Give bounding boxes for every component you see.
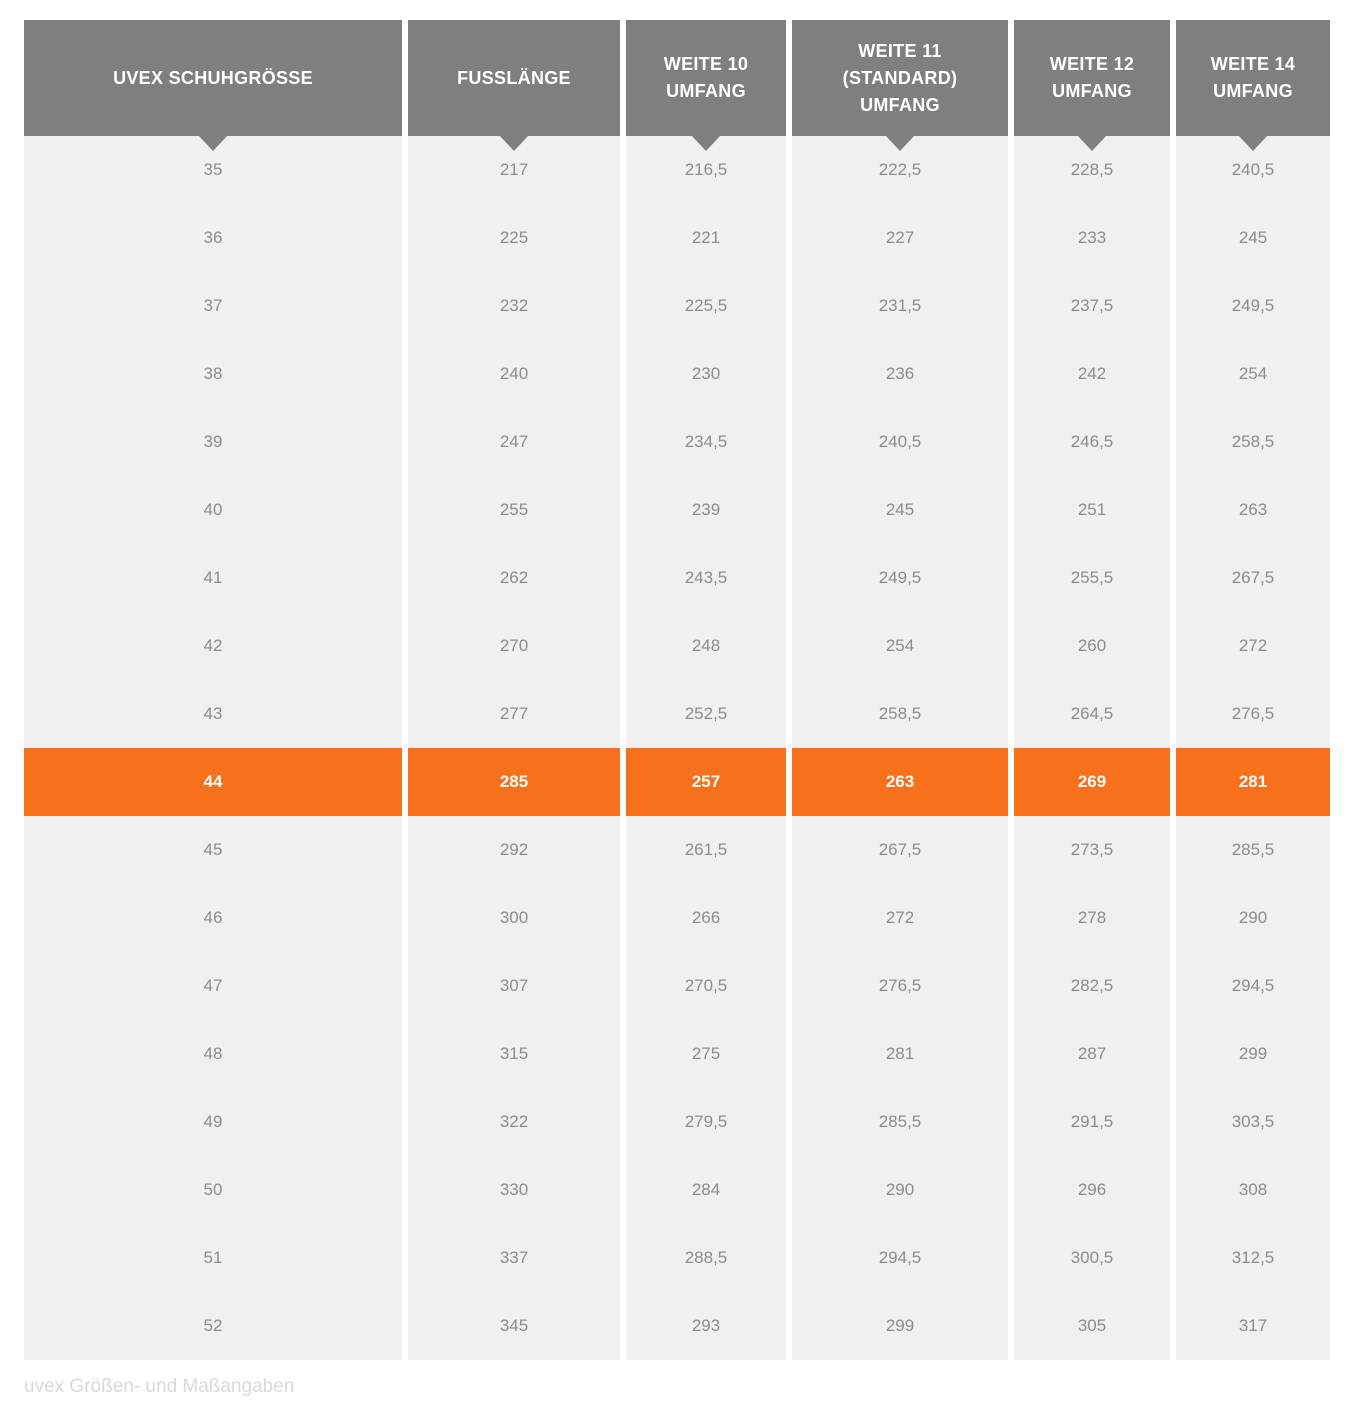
cell: 293 [626,1292,786,1360]
cell: 317 [1176,1292,1330,1360]
cell: 300,5 [1014,1224,1170,1292]
column-header-line: UVEX SCHUHGRÖSSE [113,67,313,88]
cell: 284 [626,1156,786,1224]
table-row[interactable] [24,680,1330,748]
column-header-line: WEITE 14 [1210,54,1296,74]
cell: 315 [408,1020,620,1088]
cell: 337 [408,1224,620,1292]
cell: 46 [24,884,402,952]
cell: 246,5 [1014,408,1170,476]
column-header-1 [408,20,620,136]
cell: 270 [408,612,620,680]
cell: 47 [24,952,402,1020]
cell: 48 [24,1020,402,1088]
cell: 270,5 [626,952,786,1020]
cell: 272 [792,884,1008,952]
cell: 257 [626,748,786,816]
cell: 45 [24,816,402,884]
cell: 231,5 [792,272,1008,340]
size-table [24,20,1330,1360]
cell: 52 [24,1292,402,1360]
cell: 50 [24,1156,402,1224]
table-row[interactable] [24,272,1330,340]
table-row[interactable] [24,408,1330,476]
cell: 49 [24,1088,402,1156]
column-header-4 [1014,20,1170,136]
column-header-0 [24,20,402,136]
column-header-line: WEITE 11 [858,40,942,61]
cell: 290 [1176,884,1330,952]
header-pointer-triangle [691,135,721,151]
cell: 251 [1014,476,1170,544]
cell: 278 [1014,884,1170,952]
cell: 262 [408,544,620,612]
column-header-text [664,51,748,105]
cell: 227 [792,204,1008,272]
table-row[interactable] [24,1020,1330,1088]
cell: 285,5 [792,1088,1008,1156]
cell: 330 [408,1156,620,1224]
cell: 248 [626,612,786,680]
column-header-line: UMFANG [860,94,940,115]
cell: 291,5 [1014,1088,1170,1156]
cell: 225 [408,204,620,272]
cell: 233 [1014,204,1170,272]
cell: 308 [1176,1156,1330,1224]
cell: 290 [792,1156,1008,1224]
header-pointer-triangle [1238,135,1268,151]
cell: 287 [1014,1020,1170,1088]
column-header-line: FUSSLÄNGE [457,67,571,88]
cell: 267,5 [792,816,1008,884]
cell: 261,5 [626,816,786,884]
table-row[interactable] [24,1088,1330,1156]
column-header-2 [626,20,786,136]
cell: 41 [24,544,402,612]
column-header-text [113,65,313,92]
cell: 281 [792,1020,1008,1088]
table-row[interactable] [24,884,1330,952]
table-row[interactable] [24,476,1330,544]
cell: 222,5 [792,136,1008,204]
cell: 269 [1014,748,1170,816]
cell: 254 [1176,340,1330,408]
cell: 266 [626,884,786,952]
cell: 240,5 [1176,136,1330,204]
cell: 254 [792,612,1008,680]
cell: 230 [626,340,786,408]
cell: 294,5 [1176,952,1330,1020]
cell: 242 [1014,340,1170,408]
cell: 263 [1176,476,1330,544]
cell: 281 [1176,748,1330,816]
column-header-line: (STANDARD) [842,67,958,88]
cell: 294,5 [792,1224,1008,1292]
table-row[interactable] [24,612,1330,680]
table-row[interactable] [24,816,1330,884]
cell: 285 [408,748,620,816]
cell: 272 [1176,612,1330,680]
table-row[interactable] [24,544,1330,612]
cell: 273,5 [1014,816,1170,884]
column-header-5 [1176,20,1330,136]
cell: 300 [408,884,620,952]
cell: 279,5 [626,1088,786,1156]
cell: 43 [24,680,402,748]
cell: 276,5 [1176,680,1330,748]
column-header-line: UMFANG [666,81,746,101]
cell: 51 [24,1224,402,1292]
cell: 249,5 [792,544,1008,612]
cell: 345 [408,1292,620,1360]
cell: 322 [408,1088,620,1156]
column-header-line: UMFANG [1213,81,1293,101]
cell: 275 [626,1020,786,1088]
column-header-text [843,38,958,119]
cell: 236 [792,340,1008,408]
cell: 276,5 [792,952,1008,1020]
cell: 277 [408,680,620,748]
cell: 237,5 [1014,272,1170,340]
column-header-line: WEITE 12 [1049,54,1135,74]
cell: 247 [408,408,620,476]
header-pointer-triangle [885,135,915,151]
table-row-highlighted[interactable] [24,748,1330,816]
table-header-row [24,20,1330,136]
cell: 292 [408,816,620,884]
column-header-text [1211,51,1295,105]
column-header-3 [792,20,1008,136]
table-row[interactable] [24,204,1330,272]
cell: 39 [24,408,402,476]
cell: 36 [24,204,402,272]
column-header-line: WEITE 10 [663,54,749,74]
cell: 40 [24,476,402,544]
header-pointer-triangle [499,135,529,151]
cell: 263 [792,748,1008,816]
cell: 264,5 [1014,680,1170,748]
cell: 216,5 [626,136,786,204]
cell: 239 [626,476,786,544]
header-pointer-triangle [1077,135,1107,151]
cell: 44 [24,748,402,816]
table-body [24,136,1330,1360]
cell: 228,5 [1014,136,1170,204]
cell: 243,5 [626,544,786,612]
table-row[interactable] [24,340,1330,408]
cell: 245 [792,476,1008,544]
cell: 38 [24,340,402,408]
cell: 267,5 [1176,544,1330,612]
table-row[interactable] [24,1156,1330,1224]
table-row[interactable] [24,1224,1330,1292]
cell: 255,5 [1014,544,1170,612]
table-row[interactable] [24,952,1330,1020]
cell: 282,5 [1014,952,1170,1020]
cell: 225,5 [626,272,786,340]
cell: 252,5 [626,680,786,748]
cell: 240,5 [792,408,1008,476]
cell: 232 [408,272,620,340]
cell: 35 [24,136,402,204]
cell: 285,5 [1176,816,1330,884]
cell: 234,5 [626,408,786,476]
cell: 240 [408,340,620,408]
cell: 296 [1014,1156,1170,1224]
cell: 303,5 [1176,1088,1330,1156]
cell: 258,5 [792,680,1008,748]
cell: 245 [1176,204,1330,272]
column-header-text [457,65,571,92]
column-header-line: UMFANG [1052,81,1132,101]
cell: 260 [1014,612,1170,680]
cell: 255 [408,476,620,544]
cell: 288,5 [626,1224,786,1292]
cell: 217 [408,136,620,204]
cell: 37 [24,272,402,340]
cell: 307 [408,952,620,1020]
cell: 305 [1014,1292,1170,1360]
cell: 299 [1176,1020,1330,1088]
cell: 312,5 [1176,1224,1330,1292]
cell: 249,5 [1176,272,1330,340]
column-header-text [1050,51,1134,105]
cell: 299 [792,1292,1008,1360]
cell: 221 [626,204,786,272]
cell: 42 [24,612,402,680]
cell: 258,5 [1176,408,1330,476]
table-row[interactable] [24,1292,1330,1360]
header-pointer-triangle [198,135,228,151]
table-caption: uvex Größen- und Maßangaben [24,1376,295,1397]
